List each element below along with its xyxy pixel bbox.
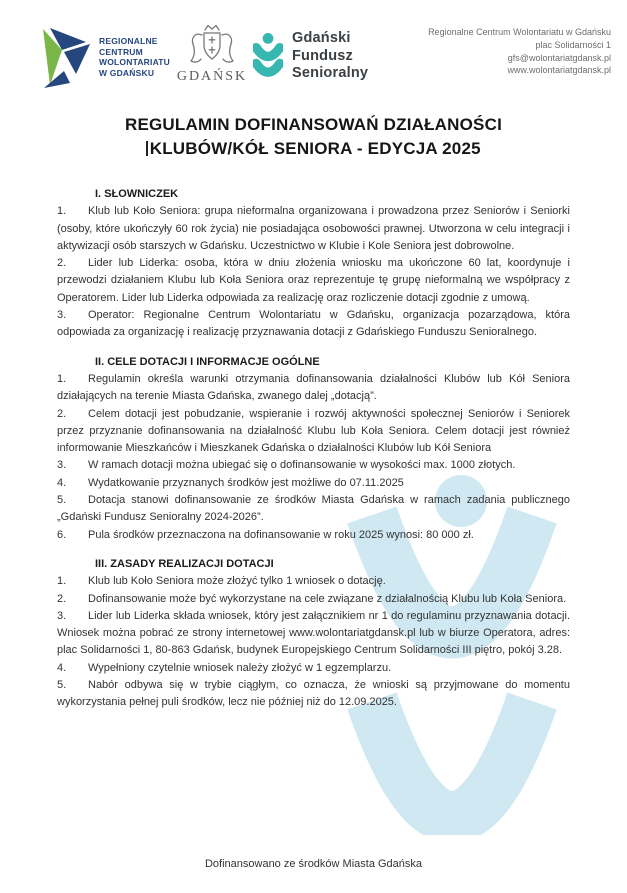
item-text: Lider lub Liderka składa wniosek, który jest załącznikiem nr 1 do regulaminu przyznawania dotacji. Wniosek można pobrać ze strony internetowej www.wolontariatgdansk.pl lub w biurze Operatora, adres: plac Solidarności 1, 80-863 Gdańsk, budynek Europejskiego Centrum Solidarności III piętro, pokój 3.28. bbox=[57, 609, 570, 657]
item-text: Dotacja stanowi dofinansowanie ze środków Miasta Gdańska w ramach zadania publicznego „Gdański Fundusz Senioralny 2024-2026”. bbox=[57, 494, 570, 524]
document-title bbox=[0, 113, 627, 161]
item-text: Celem dotacji jest pobudzanie, wspieranie i rozwój aktywności społecznej Seniorów i Seniorek przez przyznanie dofinansowania na działalność Klubu lub Koła Seniora. Celem dotacji jest również informowanie Mieszkańców i Mieszkanek Gdańska o działalności Klubów lub Kół Seniora bbox=[57, 407, 570, 455]
gdansk-logo bbox=[172, 23, 252, 85]
item-number: 2. bbox=[57, 257, 67, 270]
item-text: W ramach dotacji można ubiegać się o dofinansowanie w wysokości max. 1000 złotych. bbox=[88, 459, 516, 472]
item-number: 4. bbox=[57, 476, 67, 489]
item-number: 1. bbox=[57, 372, 67, 385]
title-line-1: REGULAMIN DOFINANSOWAŃ DZIAŁANOŚCI bbox=[124, 115, 502, 134]
text-cursor bbox=[146, 141, 148, 156]
item-number: 6. bbox=[57, 528, 67, 541]
list-item bbox=[57, 457, 570, 474]
list-item bbox=[57, 492, 570, 527]
document-body bbox=[57, 186, 570, 712]
item-text: Lider lub Liderka: osoba, która w dniu złożenia wniosku ma ukończone 60 lat, koordynuje i przewodzi działaniem Klubu lub Koła Seniora oraz reprezentuje tę grupę nieformalną we współpracy z Operatorem. Lider lub Liderka odpowiada za realizację oraz rozliczenie dotacji zgodnie z umową. bbox=[57, 257, 570, 304]
list-item bbox=[57, 591, 570, 608]
list-item bbox=[57, 677, 570, 712]
gdansk-logo-label: GDAŃSK bbox=[176, 69, 248, 84]
list-item bbox=[57, 573, 570, 590]
list-item bbox=[57, 255, 570, 307]
contact-email: gfs@wolontariatgdansk.pl bbox=[507, 52, 611, 63]
footer-funding-note: Dofinansowano ze środków Miasta Gdańska bbox=[204, 858, 423, 870]
rcw-line: REGIONALNE bbox=[99, 36, 158, 46]
item-text: Klub lub Koło Seniora może złożyć tylko 1 wniosek o dotację. bbox=[88, 575, 386, 588]
item-text: Operator: Regionalne Centrum Wolontariatu w Gdańsku, organizacja pozarządowa, która odpowiada za organizację i realizację przyznawania dotacji z Gdańskiego Funduszu Senioralnego. bbox=[57, 309, 570, 339]
contact-org-name: Regionalne Centrum Wolontariatu w Gdańsku bbox=[428, 27, 611, 37]
item-number: 3. bbox=[57, 459, 67, 472]
title-line-2: KLUBÓW/KÓŁ SENIORA - EDYCJA 2025 bbox=[0, 137, 627, 161]
item-number: 5. bbox=[57, 679, 67, 692]
list-item bbox=[57, 660, 570, 677]
item-number: 2. bbox=[57, 592, 67, 605]
item-text: Nabór odbywa się w trybie ciągłym, co oznacza, że wnioski są przyjmowane do momentu wykorzystania pełnej puli środków, lecz nie później niż do 12.09.2025. bbox=[57, 679, 570, 709]
list-item bbox=[57, 527, 570, 544]
rcw-logo-text bbox=[99, 36, 170, 89]
list-item bbox=[57, 203, 570, 255]
section-heading: II. CELE DOTACJI I INFORMACJE OGÓLNE bbox=[95, 355, 320, 368]
contact-info bbox=[428, 26, 611, 77]
gfs-logo bbox=[253, 30, 368, 84]
rcw-logo-icon bbox=[36, 27, 92, 89]
contact-website: www.wolontariatgdansk.pl bbox=[507, 65, 611, 76]
rcw-line: W GDAŃSKU bbox=[99, 67, 155, 78]
item-number: 5. bbox=[57, 494, 67, 507]
section-heading: I. SŁOWNICZEK bbox=[95, 188, 179, 200]
item-text: Pula środków przeznaczona na dofinansowanie w roku 2025 wynosi: 80 000 zł. bbox=[88, 528, 474, 541]
rcw-line: CENTRUM bbox=[99, 46, 143, 57]
item-text: Wypełniony czytelnie wniosek należy złożyć w 1 egzemplarzu. bbox=[88, 661, 392, 674]
list-item bbox=[57, 608, 570, 660]
section-heading: III. ZASADY REALIZACJI DOTACJI bbox=[95, 557, 274, 570]
item-text: Dofinansowanie może być wykorzystane na cele związane z działalnością Klubu lub Koła Seniora. bbox=[88, 592, 567, 605]
item-number: 3. bbox=[57, 309, 67, 322]
section-zasady-realizacji bbox=[57, 556, 570, 712]
item-text: Regulamin określa warunki otrzymania dofinansowania działalności Klubów lub Kół Seniora działających na terenie Miasta Gdańska, zwanego dalej „dotacją”. bbox=[57, 372, 570, 403]
gfs-line: Senioralny bbox=[292, 65, 369, 81]
list-item bbox=[57, 406, 570, 458]
item-number: 1. bbox=[57, 575, 67, 588]
item-text: Wydatkowanie przyznanych środków jest możliwe do 07.11.2025 bbox=[88, 476, 404, 489]
rcw-line: WOLONTARIATU bbox=[99, 57, 171, 67]
section-cele-dotacji bbox=[57, 354, 570, 544]
list-item bbox=[57, 475, 570, 492]
gfs-line: Gdański bbox=[292, 30, 351, 46]
item-number: 3. bbox=[57, 609, 67, 622]
list-item bbox=[57, 371, 570, 406]
contact-address: plac Solidarności 1 bbox=[535, 39, 611, 50]
item-text: Klub lub Koło Seniora: grupa nieformalna organizowana i prowadzona przez Seniorów i Seniorki (osoby, które ukończyły 60 rok życia) nie posiadająca osobowości prawnej. Utworzona w celu integracji i aktywizacji osób starszych w Gdańsku. Uczestnictwo w Klubie i Kole Seniora jest dobrowolne. bbox=[57, 205, 570, 252]
gfs-logo-icon bbox=[253, 33, 283, 84]
gfs-logo-text bbox=[292, 30, 368, 84]
item-number: 2. bbox=[57, 407, 67, 420]
gdansk-crest-icon bbox=[188, 23, 236, 67]
list-item bbox=[57, 307, 570, 342]
item-number: 1. bbox=[57, 205, 67, 218]
gfs-line: Fundusz bbox=[292, 47, 354, 64]
section-slowniczek bbox=[57, 186, 570, 342]
rcw-logo bbox=[36, 27, 170, 89]
item-number: 4. bbox=[57, 661, 67, 674]
